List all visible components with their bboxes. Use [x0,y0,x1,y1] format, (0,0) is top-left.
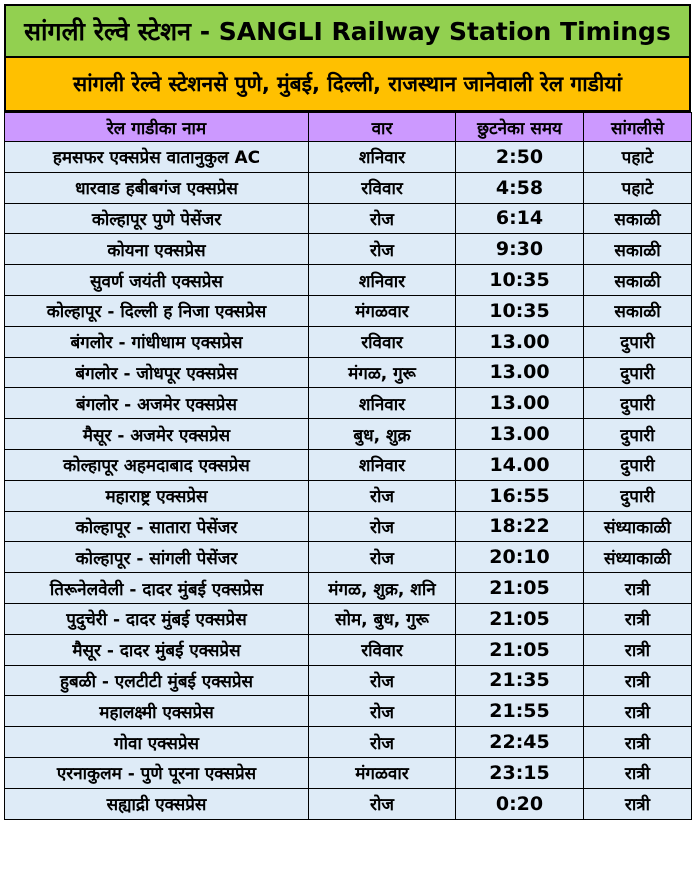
header-departure-time: छुटनेका समय [456,113,584,142]
day-cell: शनिवार [309,265,456,296]
train-name-cell: सुवर्ण जयंती एक्सप्रेस [5,265,309,296]
train-name-cell: बंगलोर - अजमेर एक्सप्रेस [5,388,309,419]
day-cell: रोज [309,234,456,265]
time-cell: 16:55 [456,480,584,511]
train-name-cell: हुबळी - एलटीटी मुंबई एक्सप्रेस [5,665,309,696]
table-row [5,357,692,388]
day-cell: रविवार [309,172,456,203]
period-cell: रात्री [584,634,692,665]
train-name-cell: मैसूर - अजमेर एक्सप्रेस [5,419,309,450]
time-cell: 21:05 [456,573,584,604]
table-row [5,234,692,265]
day-cell: रोज [309,727,456,758]
period-cell: दुपारी [584,449,692,480]
day-cell: रोज [309,788,456,819]
train-name-cell: हमसफर एक्सप्रेस वातानुकुल AC [5,142,309,173]
period-cell: दुपारी [584,326,692,357]
day-cell: शनिवार [309,388,456,419]
day-cell: रविवार [309,326,456,357]
table-row [5,265,692,296]
table-row [5,573,692,604]
period-cell: दुपारी [584,357,692,388]
train-name-cell: सह्याद्री एक्सप्रेस [5,788,309,819]
day-cell: बुध, शुक्र [309,419,456,450]
time-cell: 21:35 [456,665,584,696]
time-cell: 21:05 [456,634,584,665]
table-row [5,203,692,234]
period-cell: दुपारी [584,480,692,511]
day-cell: मंगळवार [309,757,456,788]
table-row [5,634,692,665]
day-cell: शनिवार [309,449,456,480]
table-body [5,142,692,820]
table-row [5,696,692,727]
train-name-cell: कोल्हापूर अहमदाबाद एक्सप्रेस [5,449,309,480]
train-name-cell: गोवा एक्सप्रेस [5,727,309,758]
train-name-cell: धारवाड हबीबगंज एक्सप्रेस [5,172,309,203]
time-cell: 21:55 [456,696,584,727]
table-row [5,665,692,696]
time-cell: 0:20 [456,788,584,819]
table-row [5,172,692,203]
train-name-cell: महाराष्ट्र एक्सप्रेस [5,480,309,511]
period-cell: रात्री [584,757,692,788]
time-cell: 6:14 [456,203,584,234]
period-cell: सकाळी [584,234,692,265]
day-cell: मंगळ, शुक्र, शनि [309,573,456,604]
time-cell: 14.00 [456,449,584,480]
train-name-cell: एरनाकुलम - पुणे पूरना एक्सप्रेस [5,757,309,788]
header-day: वार [309,113,456,142]
day-cell: रविवार [309,634,456,665]
train-name-cell: मैसूर - दादर मुंबई एक्सप्रेस [5,634,309,665]
table-row [5,449,692,480]
period-cell: संध्याकाळी [584,511,692,542]
train-name-cell: कोयना एक्सप्रेस [5,234,309,265]
time-cell: 13.00 [456,326,584,357]
time-cell: 9:30 [456,234,584,265]
train-name-cell: बंगलोर - जोधपूर एक्सप्रेस [5,357,309,388]
period-cell: सकाळी [584,295,692,326]
period-cell: रात्री [584,603,692,634]
table-row [5,727,692,758]
table-row [5,480,692,511]
period-cell: रात्री [584,665,692,696]
time-cell: 20:10 [456,542,584,573]
period-cell: रात्री [584,573,692,604]
day-cell: मंगळवार [309,295,456,326]
day-cell: रोज [309,203,456,234]
train-name-cell: कोल्हापूर - सातारा पेसेंजर [5,511,309,542]
table-row [5,388,692,419]
period-cell: सकाळी [584,203,692,234]
period-cell: संध्याकाळी [584,542,692,573]
table-row [5,295,692,326]
day-cell: सोम, बुध, गुरू [309,603,456,634]
train-name-cell: कोल्हापूर पुणे पेसेंजर [5,203,309,234]
day-cell: रोज [309,696,456,727]
train-name-cell: कोल्हापूर - दिल्ली ह निजा एक्सप्रेस [5,295,309,326]
table-header-row [5,113,692,142]
period-cell: पहाटे [584,142,692,173]
train-name-cell: बंगलोर - गांधीधाम एक्सप्रेस [5,326,309,357]
time-cell: 2:50 [456,142,584,173]
time-cell: 10:35 [456,265,584,296]
table-row [5,419,692,450]
time-cell: 13.00 [456,388,584,419]
time-cell: 10:35 [456,295,584,326]
time-cell: 18:22 [456,511,584,542]
time-cell: 13.00 [456,357,584,388]
time-cell: 23:15 [456,757,584,788]
period-cell: रात्री [584,727,692,758]
period-cell: रात्री [584,788,692,819]
table-row [5,511,692,542]
train-name-cell: पुदुचेरी - दादर मुंबई एक्सप्रेस [5,603,309,634]
train-timetable [4,112,692,820]
train-name-cell: कोल्हापूर - सांगली पेसेंजर [5,542,309,573]
page-subtitle: सांगली रेल्वे स्टेशनसे पुणे, मुंबई, दिल्ली, राजस्थान जानेवाली रेल गाडीयां [4,58,691,112]
day-cell: रोज [309,665,456,696]
period-cell: दुपारी [584,419,692,450]
timetable-document [4,4,691,820]
table-row [5,788,692,819]
time-cell: 4:58 [456,172,584,203]
day-cell: मंगळ, गुरू [309,357,456,388]
train-name-cell: महालक्ष्मी एक्सप्रेस [5,696,309,727]
header-train-name: रेल गाडीका नाम [5,113,309,142]
day-cell: रोज [309,542,456,573]
period-cell: रात्री [584,696,692,727]
day-cell: रोज [309,511,456,542]
time-cell: 21:05 [456,603,584,634]
header-period: सांगलीसे [584,113,692,142]
table-row [5,603,692,634]
day-cell: रोज [309,480,456,511]
period-cell: पहाटे [584,172,692,203]
period-cell: दुपारी [584,388,692,419]
page-title: सांगली रेल्वे स्टेशन - SANGLI Railway Station Timings [4,4,691,58]
table-row [5,757,692,788]
day-cell: शनिवार [309,142,456,173]
time-cell: 13.00 [456,419,584,450]
table-row [5,542,692,573]
time-cell: 22:45 [456,727,584,758]
train-name-cell: तिरूनेलवेली - दादर मुंबई एक्सप्रेस [5,573,309,604]
table-row [5,142,692,173]
table-row [5,326,692,357]
period-cell: सकाळी [584,265,692,296]
